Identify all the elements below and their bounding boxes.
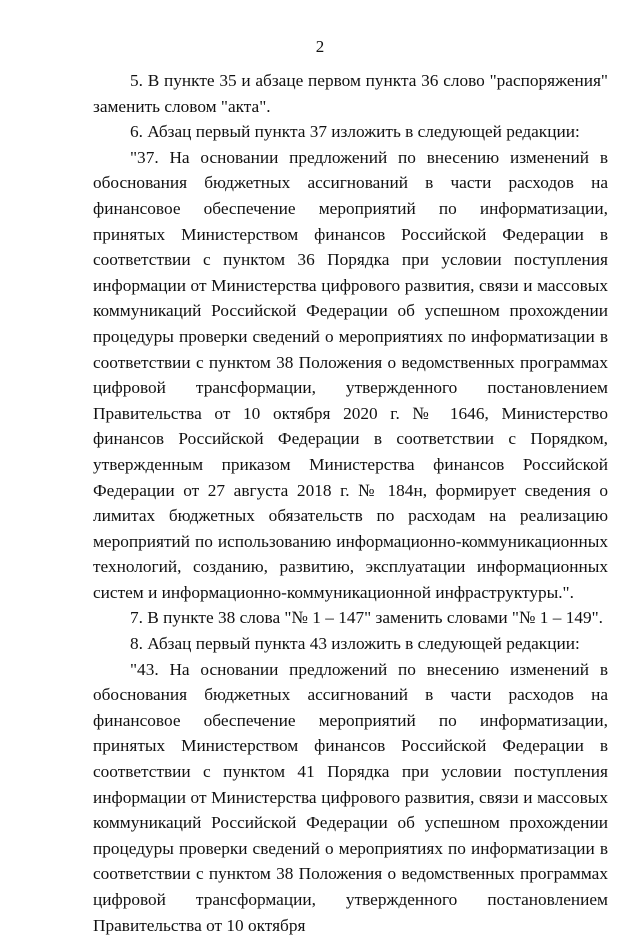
paragraph-item-6: 6. Абзац первый пункта 37 изложить в следующей редакции: (130, 122, 580, 142)
page-number: 2 (315, 37, 325, 56)
document-body (93, 68, 608, 938)
paragraph-item-37-quote: "37. На основании предложений по внесению изменений в обоснования бюджетных ассигнований в части расходов на финансовое обеспечение мероприятий по информатизации, принятых Министерством финансов Российской Федерации в соответствии с пунктом 36 Порядка при условии поступления информации от Министерства цифрового развития, связи и массовых коммуникаций Российской Федерации об успешном прохождении процедуры проверки сведений о мероприятиях по информатизации в соответствии с пунктом 38 Положения о ведомственных программах цифровой трансформации, утвержденного постановлением Правительства от 10 октября 2020 г. № 1646, Министерство финансов Российской Федерации в соответствии с Порядком, утвержденным приказом Министерства финансов Российской Федерации от 27 августа 2018 г. № 184н, формирует сведения о лимитах бюджетных обязательств по расходам на реализацию мероприятий по использованию информационно-коммуникационных технологий, созданию, развитию, эксплуатации информационных систем и информационно-коммуникационной инфраструктуры.". (93, 147, 608, 602)
paragraph-item-8: 8. Абзац первый пункта 43 изложить в следующей редакции: (130, 634, 580, 654)
paragraph-item-7: 7. В пункте 38 слова "№ 1 – 147" заменить словами "№ 1 – 149". (130, 608, 603, 628)
paragraph-item-5: 5. В пункте 35 и абзаце первом пункта 36 слово "распоряжения" заменить словом "акта". (93, 71, 608, 116)
paragraph-item-43-quote: "43. На основании предложений по внесению изменений в обоснования бюджетных ассигнований в части расходов на финансовое обеспечение мероприятий по информатизации, принятых Министерством финансов Российской Федерации в соответствии с пунктом 41 Порядка при условии поступления информации от Министерства цифрового развития, связи и массовых коммуникаций Российской Федерации об успешном прохождении процедуры проверки сведений о мероприятиях по информатизации в соответствии с пунктом 38 Положения о ведомственных программах цифровой трансформации, утвержденного постановлением Правительства от 10 октября (93, 659, 608, 935)
